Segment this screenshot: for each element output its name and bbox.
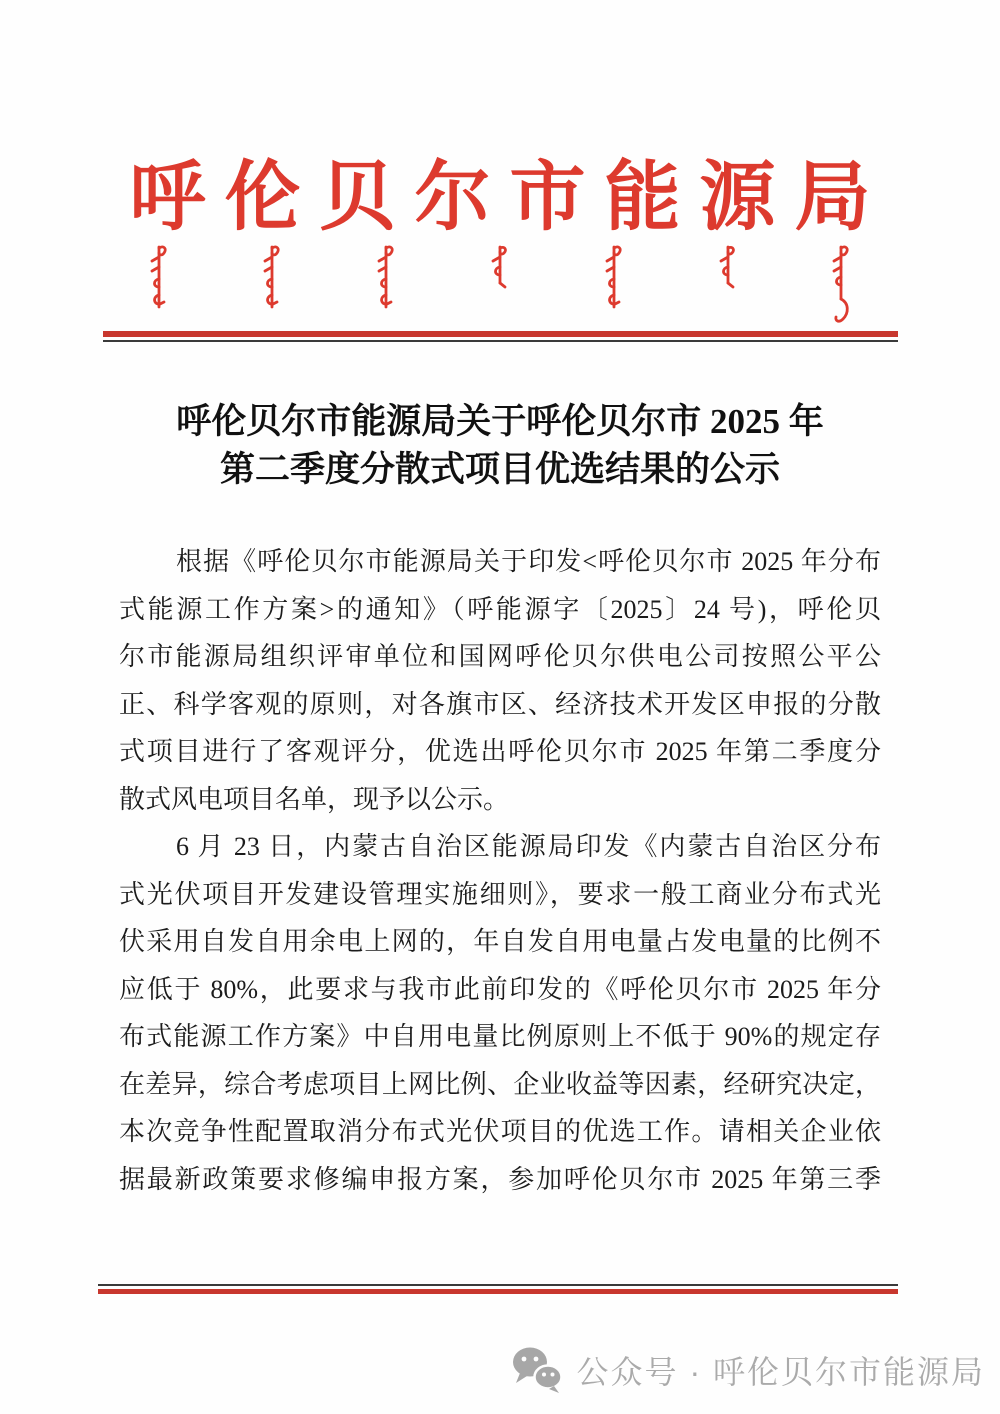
mongolian-word-icon — [261, 245, 283, 311]
body-line: 布式能源工作方案》中自用电量比例原则上不低于 90%的规定存 — [119, 1022, 881, 1052]
document-body — [119, 538, 881, 1203]
wechat-watermark — [511, 1346, 985, 1394]
body-line: 6 月 23 日，内蒙古自治区能源局印发《内蒙古自治区分布 — [176, 832, 881, 862]
mongolian-script-row — [148, 245, 853, 329]
body-line: 散式风电项目名单，现予以公示。 — [119, 784, 510, 814]
footer-separator — [98, 1284, 898, 1294]
body-line: 式光伏项目开发建设管理实施细则》，要求一般工商业分布式光 — [119, 879, 881, 909]
body-line: 据最新政策要求修编申报方案，参加呼伦贝尔市 2025 年第三季 — [119, 1164, 881, 1194]
body-line: 应低于 80%，此要求与我市此前印发的《呼伦贝尔市 2025 年分 — [119, 974, 881, 1004]
body-line: 尔市能源局组织评审单位和国网呼伦贝尔供电公司按照公平公 — [119, 642, 881, 672]
watermark-text: 公众号 · 呼伦贝尔市能源局 — [576, 1354, 985, 1390]
body-line: 式能源工作方案>的通知》（呼能源字〔2025〕24 号)，呼伦贝 — [119, 594, 881, 624]
body-line: 本次竞争性配置取消分布式光伏项目的优选工作。请相关企业依 — [119, 1117, 881, 1147]
agency-title: 呼伦贝尔市能源局 — [129, 156, 890, 240]
wechat-icon — [511, 1346, 563, 1394]
body-line: 式项目进行了客观评分，优选出呼伦贝尔市 2025 年第二季度分 — [119, 737, 881, 767]
mongolian-word-icon — [603, 245, 625, 311]
mongolian-word-icon — [489, 245, 511, 290]
notice-title — [0, 398, 1000, 494]
separator-dark-line — [103, 340, 898, 342]
mongolian-word-icon — [830, 245, 852, 327]
body-line: 伏采用自发自用余电上网的，年自发自用电量占发电量的比例不 — [119, 927, 881, 957]
notice-title-line2: 第二季度分散式项目优选结果的公示 — [219, 450, 780, 490]
body-line: 在差异，综合考虑项目上网比例、企业收益等因素，经研究决定， — [119, 1069, 881, 1099]
mongolian-word-icon — [148, 245, 170, 311]
mongolian-word-icon — [375, 245, 397, 311]
mongolian-word-icon — [717, 245, 739, 290]
notice-title-line1: 呼伦贝尔市能源局关于呼伦贝尔市 2025 年 — [176, 402, 824, 442]
body-line: 正、科学客观的原则，对各旗市区、经济技术开发区申报的分散 — [119, 689, 881, 719]
header-separator — [103, 331, 898, 342]
separator-red-line — [98, 1289, 898, 1294]
body-line: 根据《呼伦贝尔市能源局关于印发<呼伦贝尔市 2025 年分布 — [176, 547, 881, 577]
